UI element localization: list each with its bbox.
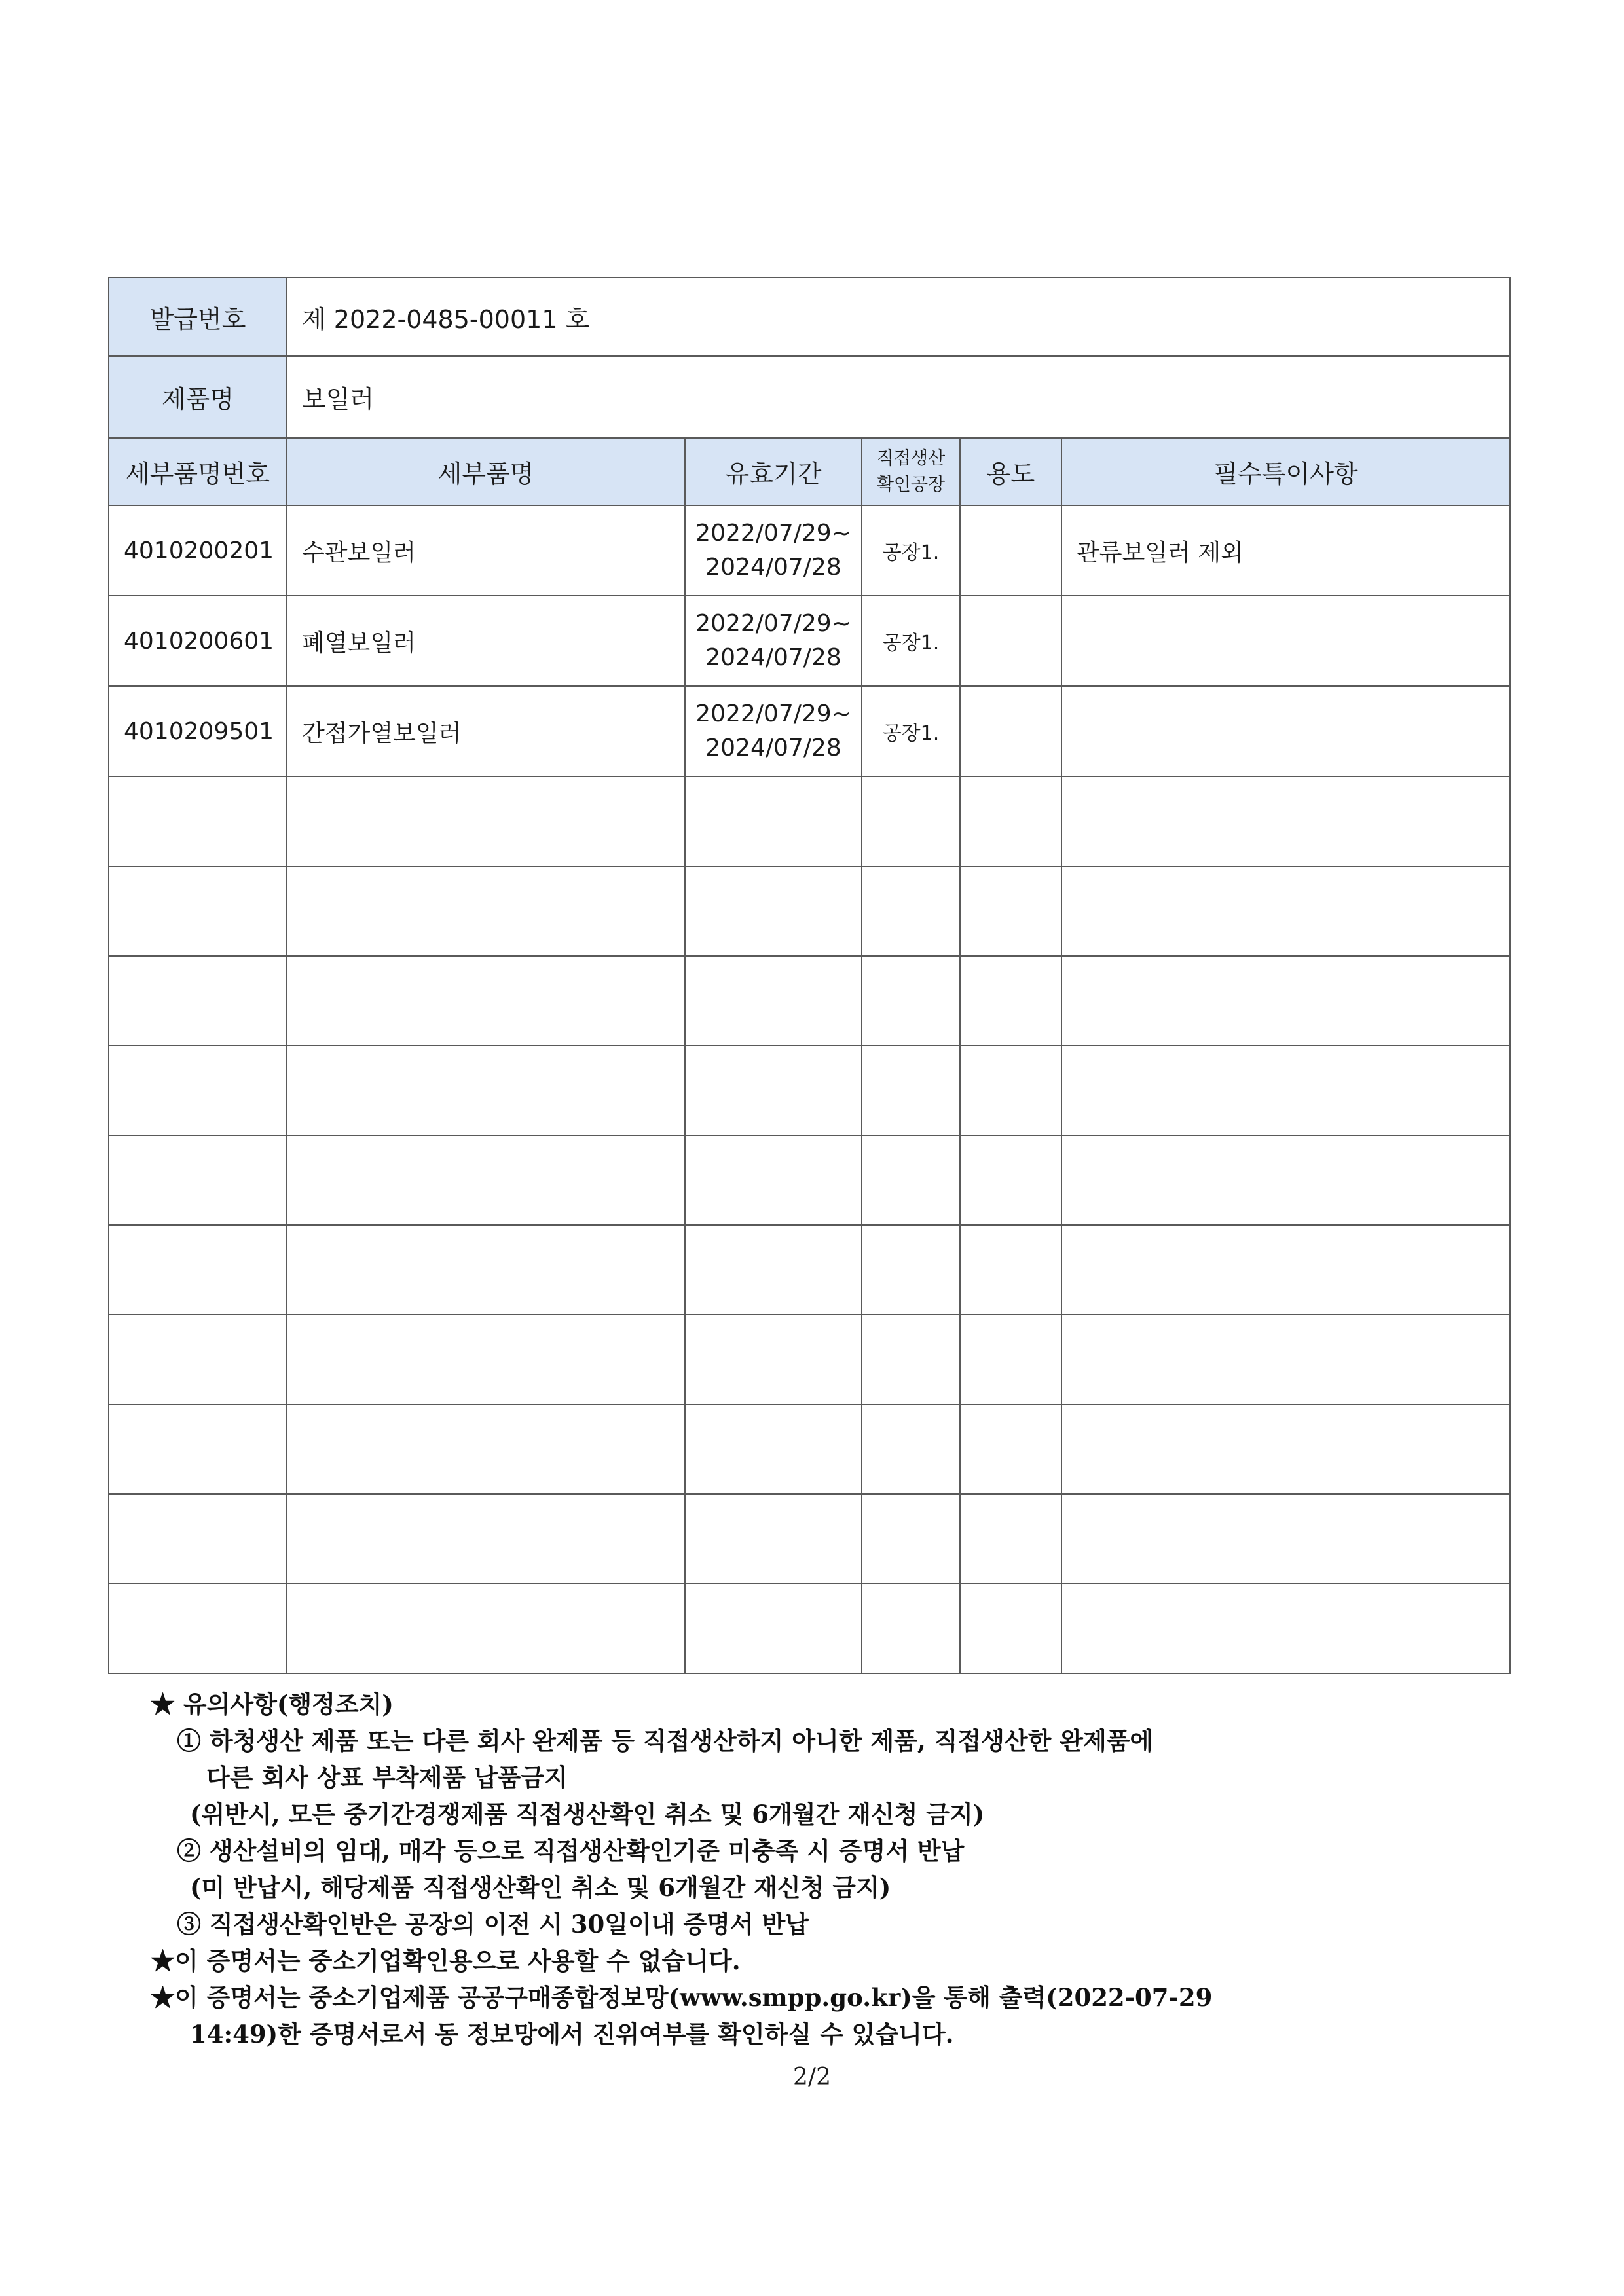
notice-star-2-line-1: ★이 증명서는 중소기업제품 공공구매종합정보망(www.smpp.go.kr)을 통해 출력(2022-07-29 [151, 1983, 1213, 2012]
detail-code-cell: 4010209501 [109, 686, 287, 776]
column-header-factory-line2: 확인공장 [876, 474, 946, 495]
table-row [109, 686, 1510, 776]
empty-table-row [109, 866, 1510, 956]
column-header-factory-line1: 직접생산 [876, 448, 946, 469]
empty-table-row [109, 1584, 1510, 1673]
detail-code-cell: 4010200201 [109, 505, 287, 596]
column-header-period: 유효기간 [685, 438, 862, 505]
notice-item-1-line-3: (위반시, 모든 중기간경쟁제품 직접생산확인 취소 및 6개월간 재신청 금지) [190, 1800, 985, 1829]
certificate-table [108, 277, 1511, 1674]
note-cell [1061, 596, 1510, 686]
empty-table-row [109, 1225, 1510, 1315]
table-row [109, 596, 1510, 686]
empty-table-row [109, 1315, 1510, 1404]
validity-period-cell [685, 596, 862, 686]
use-cell [960, 686, 1061, 776]
detail-name-cell: 폐열보일러 [287, 596, 685, 686]
notice-star-2-line-2: 14:49)한 증명서로서 동 정보망에서 진위여부를 확인하실 수 있습니다. [190, 2020, 954, 2049]
detail-code-cell: 4010200601 [109, 596, 287, 686]
notice-item-3-line-1: ③ 직접생산확인반은 공장의 이전 시 30일이내 증명서 반납 [177, 1910, 809, 1939]
notice-section [151, 1686, 1539, 2052]
product-name-value: 보일러 [287, 356, 1510, 438]
detail-name-cell: 수관보일러 [287, 505, 685, 596]
validity-end: 2024/07/28 [705, 554, 841, 581]
column-header-factory [862, 438, 960, 505]
page-number: 2/2 [793, 2064, 831, 2090]
empty-table-row [109, 1046, 1510, 1135]
factory-cell: 공장1. [862, 596, 960, 686]
product-name-row [109, 356, 1510, 438]
validity-start: 2022/07/29~ [695, 610, 851, 637]
empty-table-row [109, 1494, 1510, 1584]
empty-table-row [109, 1135, 1510, 1225]
use-cell [960, 596, 1061, 686]
validity-end: 2024/07/28 [705, 644, 841, 671]
column-header-note: 필수특이사항 [1061, 438, 1510, 505]
validity-start: 2022/07/29~ [695, 520, 851, 547]
factory-cell: 공장1. [862, 505, 960, 596]
validity-end: 2024/07/28 [705, 735, 841, 761]
validity-start: 2022/07/29~ [695, 701, 851, 727]
empty-table-row [109, 1404, 1510, 1494]
column-header-row [109, 438, 1510, 505]
notice-star-1: ★이 증명서는 중소기업확인용으로 사용할 수 없습니다. [151, 1946, 741, 1975]
empty-table-row [109, 956, 1510, 1046]
note-cell [1061, 686, 1510, 776]
use-cell [960, 505, 1061, 596]
notice-item-1-line-1: ① 하청생산 제품 또는 다른 회사 완제품 등 직접생산하지 아니한 제품, 직접생산한 완제품에 [177, 1726, 1154, 1755]
notice-item-2-line-1: ② 생산설비의 임대, 매각 등으로 직접생산확인기준 미충족 시 증명서 반납 [177, 1836, 965, 1865]
column-header-name: 세부품명 [287, 438, 685, 505]
column-header-use: 용도 [960, 438, 1061, 505]
issue-number-label: 발급번호 [109, 278, 287, 356]
validity-period-cell [685, 686, 862, 776]
validity-period-cell [685, 505, 862, 596]
notice-heading: ★ 유의사항(행정조치) [151, 1690, 394, 1719]
issue-number-value: 제 2022-0485-00011 호 [287, 278, 1510, 356]
table-row [109, 505, 1510, 596]
notice-item-1-line-2: 다른 회사 상표 부착제품 납품금지 [206, 1763, 568, 1792]
note-cell: 관류보일러 제외 [1061, 505, 1510, 596]
notice-item-2-line-2: (미 반납시, 해당제품 직접생산확인 취소 및 6개월간 재신청 금지) [190, 1873, 891, 1902]
issue-number-row [109, 278, 1510, 356]
product-name-label: 제품명 [109, 356, 287, 438]
detail-name-cell: 간접가열보일러 [287, 686, 685, 776]
empty-table-row [109, 776, 1510, 866]
column-header-code: 세부품명번호 [109, 438, 287, 505]
factory-cell: 공장1. [862, 686, 960, 776]
